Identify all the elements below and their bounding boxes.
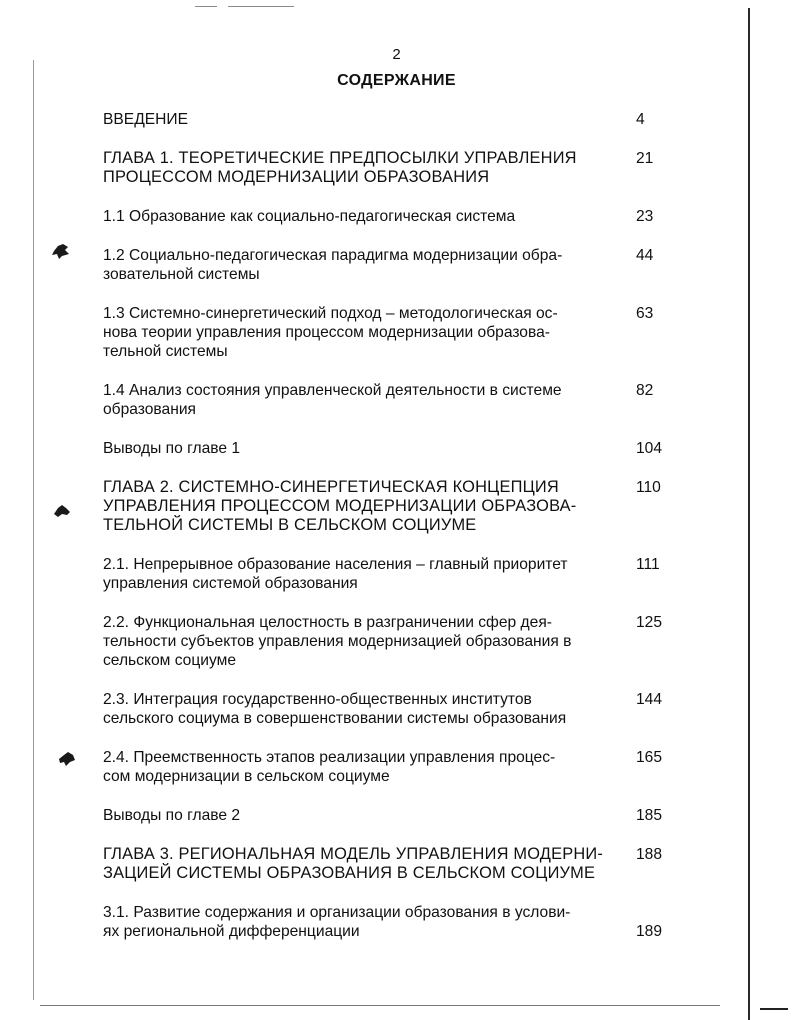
- scan-mark-bottom-right: [760, 1008, 788, 1010]
- toc-entry-page: 21: [636, 150, 654, 167]
- toc-entry-title: [103, 690, 625, 728]
- toc-entry-page: 4: [636, 111, 645, 128]
- toc-entry-text: зовательной системы: [103, 266, 260, 283]
- toc-entry-text: 2.3. Интеграция государственно-общественных институтов: [103, 691, 532, 708]
- toc-entry-title: [103, 304, 625, 361]
- toc-entry-title: [103, 903, 625, 941]
- toc-entry-text: нова теории управления процессом модернизации образова-: [103, 324, 550, 341]
- toc-entry-text: ЗАЦИЕЙ СИСТЕМЫ ОБРАЗОВАНИЯ В СЕЛЬСКОМ СОЦИУМЕ: [103, 864, 596, 882]
- toc-entry-text: 1.2 Социально-педагогическая парадигма модернизации обра-: [103, 247, 563, 264]
- toc-entry-text: ГЛАВА 2. СИСТЕМНО-СИНЕРГЕТИЧЕСКАЯ КОНЦЕПЦИЯ: [103, 478, 559, 496]
- toc-entry-text: тельной системы: [103, 343, 228, 360]
- toc-entry-title: [103, 845, 625, 883]
- toc-entry-page: 82: [636, 382, 654, 399]
- scan-mark-top: [195, 6, 217, 7]
- toc-entry-title: [103, 478, 625, 535]
- toc-entry-text: 2.2. Функциональная целостность в разграничении сфер дея-: [103, 614, 552, 631]
- toc-entry-title: [103, 613, 625, 670]
- toc-entry-text: ВВЕДЕНИЕ: [103, 111, 189, 128]
- toc-entry-page: 185: [636, 807, 663, 824]
- scan-edge-bottom: [40, 1005, 720, 1006]
- toc-entry-text: 2.1. Непрерывное образование населения – главный приоритет: [103, 556, 568, 573]
- scan-mark-top: [228, 6, 294, 7]
- toc-entry-page: 44: [636, 247, 654, 264]
- toc-entry-title: [103, 555, 625, 593]
- toc-entry-text: сельском социуме: [103, 652, 236, 669]
- toc-entry-text: ПРОЦЕССОМ МОДЕРНИЗАЦИИ ОБРАЗОВАНИЯ: [103, 168, 490, 186]
- ink-blot: [52, 243, 70, 259]
- toc-entry-title: [103, 149, 625, 187]
- toc-entry-page: 189: [636, 923, 663, 940]
- toc-entry-text: Выводы по главе 1: [103, 440, 241, 457]
- toc-entry-text: образования: [103, 401, 196, 418]
- scan-edge-right: [748, 8, 750, 1020]
- toc-entry-page: 23: [636, 208, 654, 225]
- page-number: 2: [392, 46, 401, 63]
- toc-entry-page: 111: [636, 556, 660, 573]
- toc-entry-text: сельского социума в совершенствовании системы образования: [103, 710, 567, 727]
- toc-entry-title: [103, 381, 625, 419]
- toc-entry-title: [103, 748, 625, 786]
- toc-entry-page: 188: [636, 846, 663, 863]
- toc-entry-text: 3.1. Развитие содержания и организации образования в услови-: [103, 904, 571, 921]
- toc-entry-text: сом модернизации в сельском социуме: [103, 768, 390, 785]
- toc-entry-text: 1.1 Образование как социально-педагогическая система: [103, 208, 516, 225]
- toc-entry-page: 165: [636, 749, 663, 766]
- toc-entry-text: ях региональной дифференциации: [103, 923, 360, 940]
- toc-entry-text: управления системой образования: [103, 575, 358, 592]
- toc-entry-page: 104: [636, 440, 663, 457]
- toc-entry-text: тельности субъектов управления модернизацией образования в: [103, 633, 572, 650]
- toc-entry-page: 125: [636, 614, 663, 631]
- ink-blot: [53, 503, 71, 519]
- toc-entry-title: [103, 806, 625, 825]
- page-title: СОДЕРЖАНИЕ: [337, 72, 456, 89]
- toc-entry-title: [103, 207, 625, 226]
- toc-entry-text: УПРАВЛЕНИЯ ПРОЦЕССОМ МОДЕРНИЗАЦИИ ОБРАЗОВА-: [103, 497, 577, 515]
- toc-entry-text: ТЕЛЬНОЙ СИСТЕМЫ В СЕЛЬСКОМ СОЦИУМЕ: [103, 516, 477, 534]
- toc-entry-page: 144: [636, 691, 663, 708]
- toc-entry-text: 1.3 Системно-синергетический подход – методологическая ос-: [103, 305, 558, 322]
- toc-entry-page: 110: [636, 479, 661, 496]
- toc-entry-text: ГЛАВА 3. РЕГИОНАЛЬНАЯ МОДЕЛЬ УПРАВЛЕНИЯ МОДЕРНИ-: [103, 845, 604, 863]
- toc-entry-text: ГЛАВА 1. ТЕОРЕТИЧЕСКИЕ ПРЕДПОСЫЛКИ УПРАВЛЕНИЯ: [103, 149, 577, 167]
- toc-entry-page: 63: [636, 305, 654, 322]
- toc-entry-text: 2.4. Преемственность этапов реализации управления процес-: [103, 749, 556, 766]
- ink-blot: [58, 751, 76, 767]
- toc-entry-title: [103, 246, 625, 284]
- toc-entry-title: [103, 110, 625, 129]
- scan-edge-left: [33, 60, 34, 1000]
- toc-entry-title: [103, 439, 625, 458]
- toc-entry-text: Выводы по главе 2: [103, 807, 241, 824]
- toc-entry-text: 1.4 Анализ состояния управленческой деятельности в системе: [103, 382, 562, 399]
